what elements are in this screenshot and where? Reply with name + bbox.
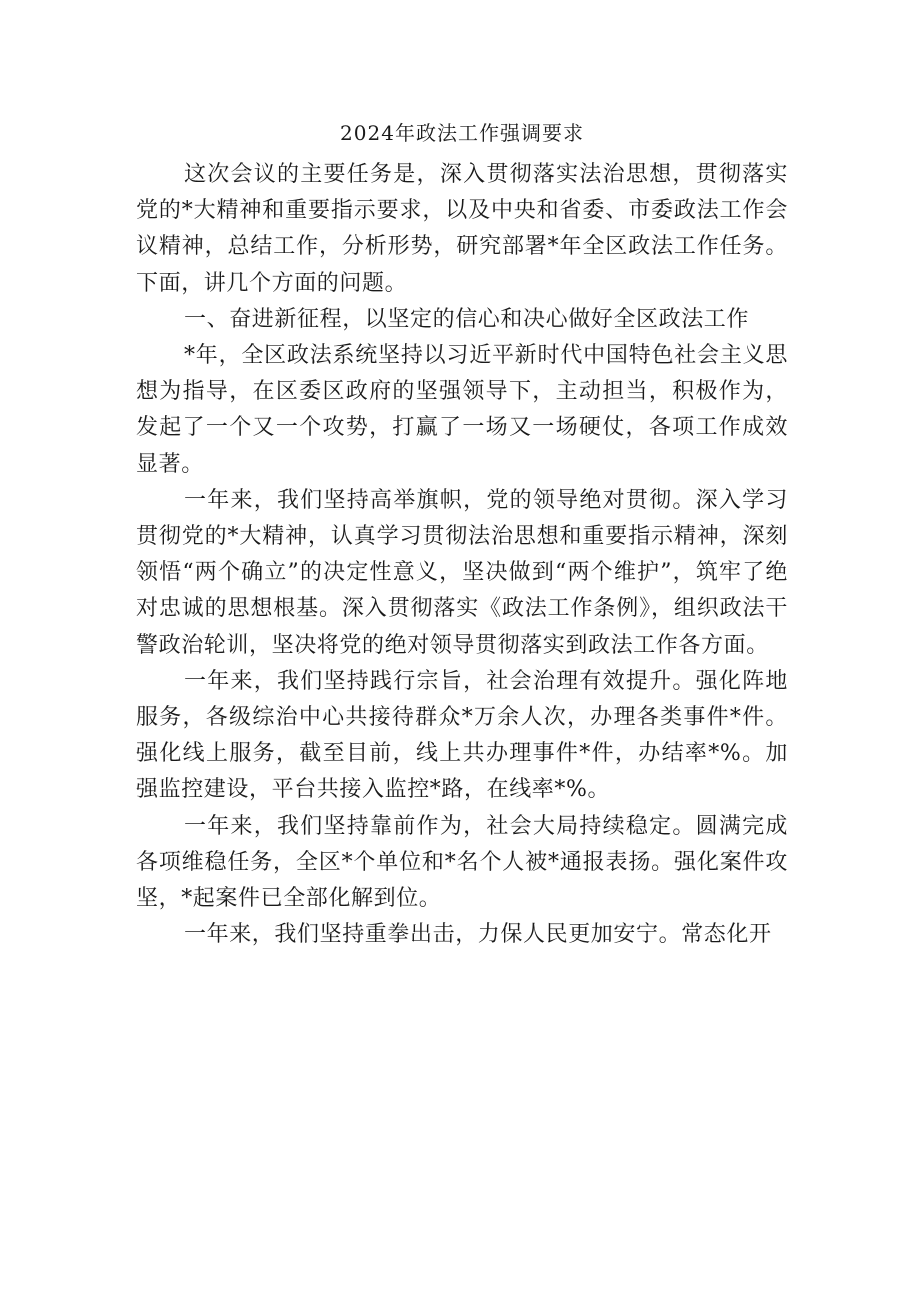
document-title: 2024年政法工作强调要求 — [340, 121, 584, 145]
paragraph-stability: 一年来，我们坚持靠前作为，社会大局持续稳定。圆满完成各项维稳任务，全区*个单位和*名个人被*通报表扬。强化案件攻坚，*起案件已全部化解到位。 — [136, 813, 788, 912]
paragraph-intro: 这次会议的主要任务是，深入贯彻落实法治思想，贯彻落实党的*大精神和重要指示要求，以及中央和省委、市委政法工作会议精神，总结工作，分析形势，研究部署*年全区政法工作任务。下面，讲几个方面的问题。 — [136, 162, 788, 296]
paragraph-social-governance: 一年来，我们坚持践行宗旨，社会治理有效提升。强化阵地服务，各级综治中心共接待群众*万余人次，办理各类事件*件。强化线上服务，截至目前，线上共办理事件*件，办结率*%。加强监控建设，平台共接入监控*路，在线率*%。 — [136, 668, 788, 803]
paragraph-party-leadership: 一年来，我们坚持高举旗帜，党的领导绝对贯彻。深入学习贯彻党的*大精神，认真学习贯彻法治思想和重要指示精神，深刻领悟“两个确立”的决定性意义，坚决做到“两个维护”，筑牢了绝对忠诚的思想根基。深入贯彻落实《政法工作条例》，组织政法干警政治轮训，坚决将党的绝对领导贯彻落实到政法工作各方面。 — [136, 487, 788, 658]
document-body — [136, 157, 788, 953]
paragraph-crackdown: 一年来，我们坚持重拳出击，力保人民更加安宁。常态化开 — [184, 922, 772, 948]
paragraph-summary: *年，全区政法系统坚持以习近平新时代中国特色社会主义思想为指导，在区委区政府的坚强领导下，主动担当，积极作为，发起了一个又一个攻势，打赢了一场又一场硬仗，各项工作成效显著。 — [136, 343, 788, 477]
section-heading-1: 一、奋进新征程，以坚定的信心和决心做好全区政法工作 — [184, 306, 750, 332]
